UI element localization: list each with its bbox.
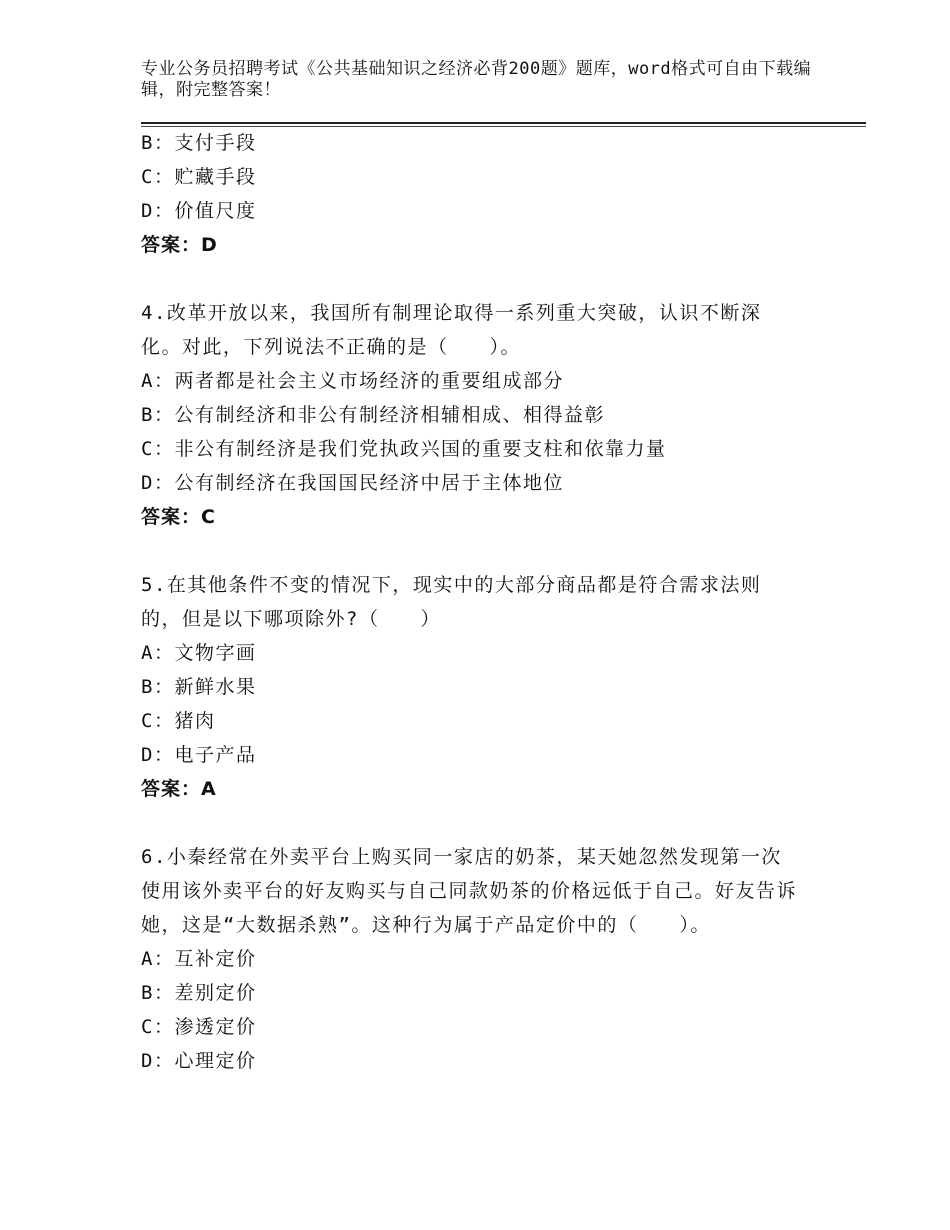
question-5 xyxy=(141,568,801,806)
option-b: B：支付手段 xyxy=(141,132,257,154)
option-c: C：渗透定价 xyxy=(141,1016,257,1038)
header-rule-thick xyxy=(141,122,866,124)
option-d: D：心理定价 xyxy=(141,1050,257,1072)
question-text: 4.改革开放以来，我国所有制理论取得一系列重大突破，认识不断深化。对此，下列说法不正确的是（ ）。 xyxy=(141,302,762,358)
option-b: B：公有制经济和非公有制经济相辅相成、相得益彰 xyxy=(141,404,605,426)
option-b: B：新鲜水果 xyxy=(141,676,257,698)
option-d: D：价值尺度 xyxy=(141,200,257,222)
question-3-continuation xyxy=(141,126,801,262)
option-c: C：猪肉 xyxy=(141,710,216,732)
page-header: 专业公务员招聘考试《公共基础知识之经济必背200题》题库，word格式可自由下载编辑，附完整答案！ xyxy=(141,59,812,100)
option-c: C：非公有制经济是我们党执政兴国的重要支柱和依靠力量 xyxy=(141,438,667,460)
option-a: A：文物字画 xyxy=(141,642,257,664)
answer: 答案：A xyxy=(141,778,217,800)
option-b: B：差别定价 xyxy=(141,982,257,1004)
option-a: A：两者都是社会主义市场经济的重要组成部分 xyxy=(141,370,564,392)
option-c: C：贮藏手段 xyxy=(141,166,257,188)
question-text: 5.在其他条件不变的情况下，现实中的大部分商品都是符合需求法则的，但是以下哪项除外?（ ） xyxy=(141,574,762,630)
option-a: A：互补定价 xyxy=(141,948,257,970)
option-d: D：电子产品 xyxy=(141,744,257,766)
question-text: 6.小秦经常在外卖平台上购买同一家店的奶茶，某天她忽然发现第一次使用该外卖平台的好友购买与自己同款奶茶的价格远低于自己。好友告诉她，这是“大数据杀熟”。这种行为属于产品定价中的（ ）。 xyxy=(141,846,798,936)
answer: 答案：C xyxy=(141,506,216,528)
question-6 xyxy=(141,840,801,1078)
answer: 答案：D xyxy=(141,234,218,256)
option-d: D：公有制经济在我国国民经济中居于主体地位 xyxy=(141,472,564,494)
document-body xyxy=(141,126,801,1078)
question-4 xyxy=(141,296,801,534)
